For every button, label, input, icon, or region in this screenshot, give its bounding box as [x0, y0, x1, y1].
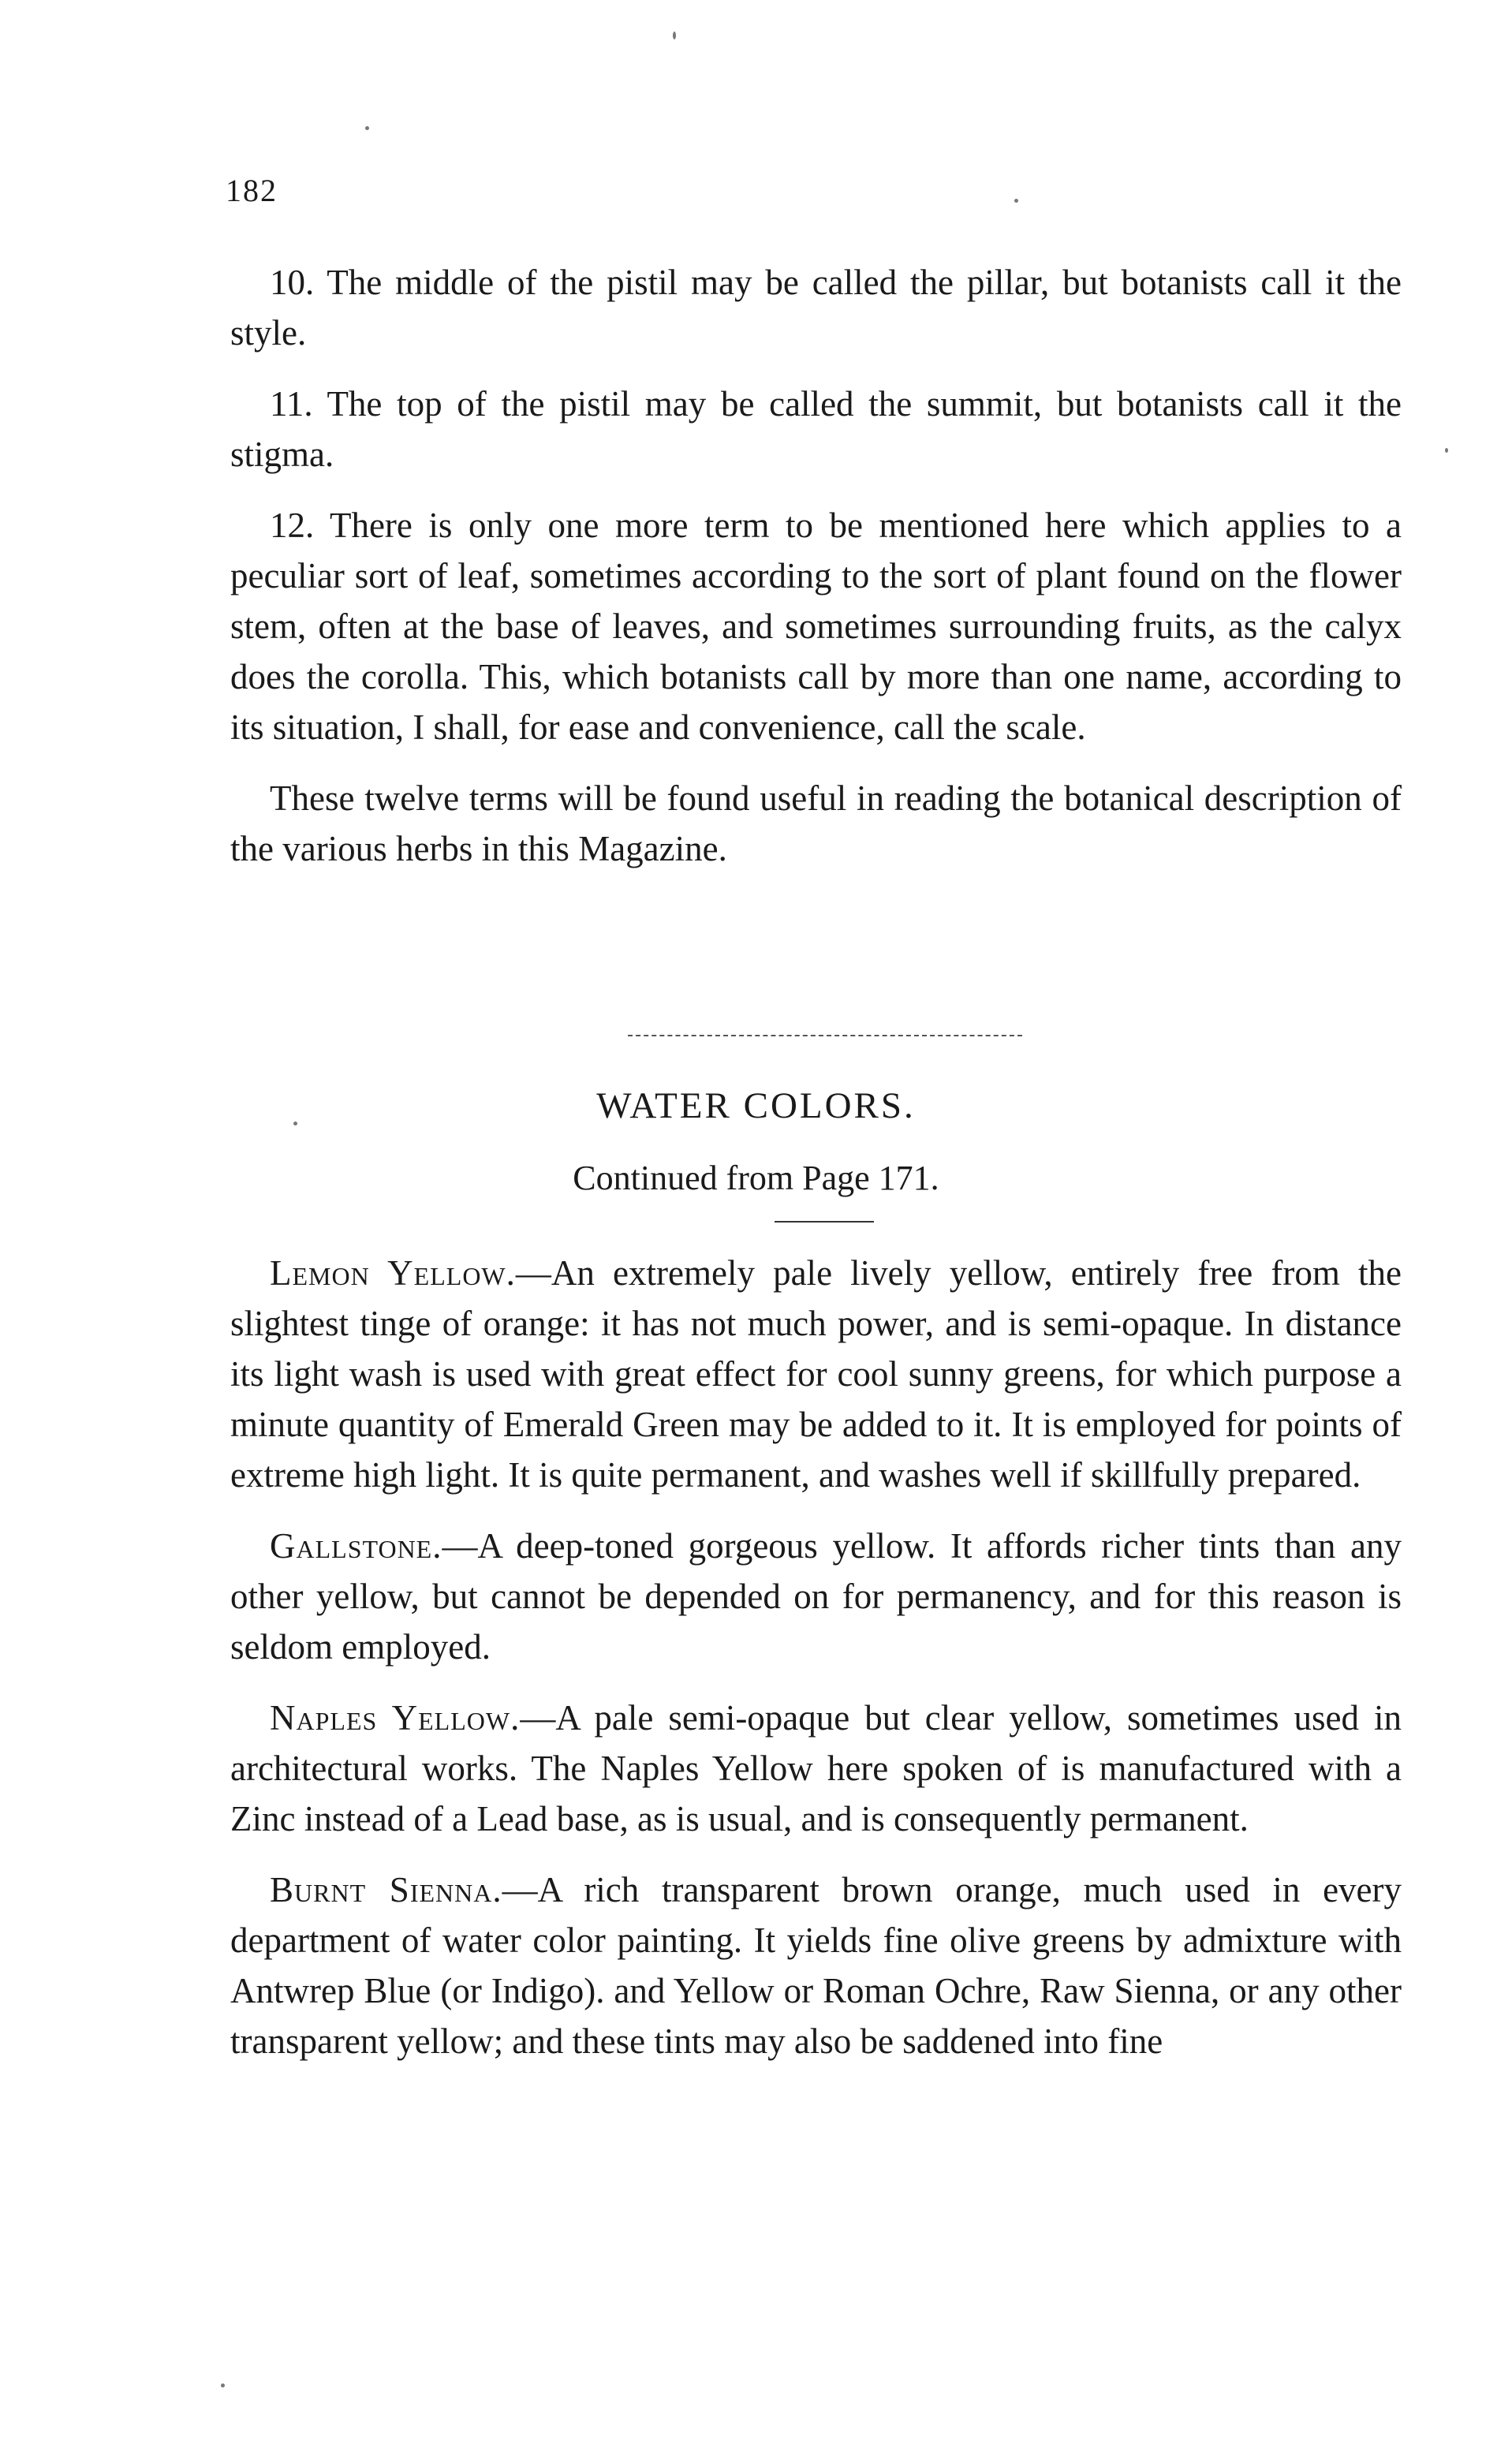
paragraph-10: 10. The middle of the pistil may be called the pillar, but botanists call it the style. [230, 263, 1402, 353]
entry-name: Burnt Sienna. [270, 1870, 502, 1909]
article-subtitle: Continued from Page 171. [573, 1159, 939, 1197]
entry-name: Naples Yellow. [270, 1698, 521, 1738]
entry-burnt-sienna [230, 1865, 1402, 2066]
entry-gallstone [230, 1521, 1402, 1672]
title-rule [775, 1221, 874, 1223]
page-number: 182 [226, 173, 278, 208]
top-section [230, 257, 1402, 894]
section-divider [628, 1035, 1022, 1036]
print-speck [221, 2383, 225, 2387]
entry-lemon-yellow [230, 1248, 1402, 1500]
paragraph-summary: These twelve terms will be found useful in reading the botanical description of the various herbs in this Magazine. [230, 778, 1402, 868]
paragraph-11: 11. The top of the pistil may be called the summit, but botanists call it the stigma. [230, 384, 1402, 474]
entry-name: Lemon Yellow. [270, 1253, 516, 1293]
print-speck [673, 32, 676, 39]
entry-text: —An extremely pale lively yellow, entirely free from the slightest tinge of orange: it has not much power, and is semi-opaque. In distance its light wash is used with great effect for cool sunny greens, for which purpose a minute quantity of Emerald Green may be added to it. It is employed for points of extreme high light. It is quite permanent, and washes well if skillfully prepared. [230, 1253, 1402, 1495]
entry-text: —A rich transparent brown orange, much used in every department of water color painting. It yields fine olive greens by admixture with Antwrep Blue (or Indigo). and Yellow or Roman Ochre, Raw Sienna, or any other transparent yellow; and these tints may also be saddened into fine [230, 1870, 1402, 2061]
print-speck [1445, 448, 1448, 453]
entry-name: Gallstone. [270, 1526, 442, 1566]
article-title: WATER COLORS. [596, 1085, 916, 1126]
print-speck [1014, 199, 1018, 203]
entry-text: —A deep-toned gorgeous yellow. It affords richer tints than any other yellow, but cannot be depended on for permanency, and for this reason is seldom employed. [230, 1526, 1402, 1667]
entry-text: —A pale semi-opaque but clear yellow, sometimes used in architectural works. The Naples Yellow here spoken of is manufactured with a Zinc instead of a Lead base, as is usual, and is consequently permanent. [230, 1698, 1402, 1838]
print-speck [365, 126, 369, 130]
entry-naples-yellow [230, 1693, 1402, 1844]
article-body [230, 1248, 1402, 2087]
print-speck [293, 1122, 297, 1125]
paragraph-12: 12. There is only one more term to be mentioned here which applies to a peculiar sort of leaf, sometimes according to the sort of plant found on the flower stem, often at the base of leaves, and sometimes surrounding fruits, as the calyx does the corolla. This, which botanists call by more than one name, according to its situation, I shall, for ease and convenience, call the scale. [230, 506, 1402, 747]
